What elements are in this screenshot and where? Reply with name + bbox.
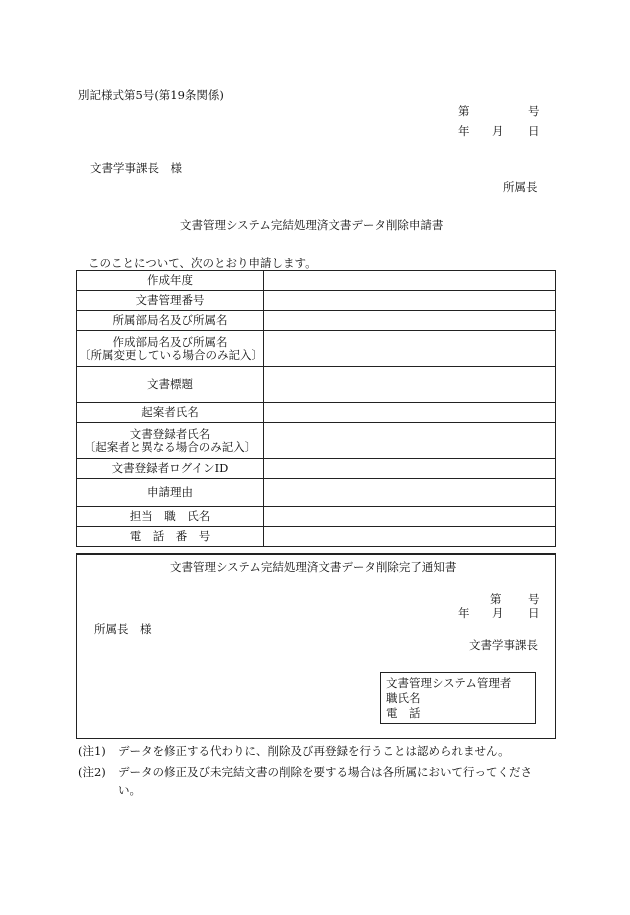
form-value[interactable]: [264, 367, 556, 403]
form-value[interactable]: [264, 423, 556, 459]
note-1: [78, 742, 510, 760]
note-text: データの修正及び未完結文書の削除を要する場合は各所属において行ってくださ: [118, 765, 532, 779]
form-value[interactable]: [264, 311, 556, 331]
form-reference: 別記様式第5号(第19条関係): [78, 88, 224, 102]
notice-addressee: 所属長 様: [94, 622, 152, 636]
notice-date-year: 年: [458, 606, 470, 620]
notice-date-day: 日: [528, 606, 540, 620]
form-label: 起案者氏名: [77, 403, 264, 423]
note-2-continuation: い。: [118, 783, 141, 797]
form-label: [77, 423, 264, 459]
note-text: データを修正する代わりに、削除及び再登録を行うことは認められません。: [118, 744, 510, 758]
form-label: 文書登録者ログインID: [77, 459, 264, 479]
notice-number-prefix: 第: [490, 592, 502, 606]
form-value[interactable]: [264, 507, 556, 527]
form-row: [77, 507, 556, 527]
form-label: 所属部局名及び所属名: [77, 311, 264, 331]
number-prefix: 第: [458, 104, 470, 118]
form-label-main: 作成部局名及び所属名: [112, 334, 228, 349]
number-suffix: 号: [528, 104, 540, 118]
document-title: 文書管理システム完結処理済文書データ削除申請書: [180, 218, 444, 232]
form-row: [77, 331, 556, 367]
notice-date-month: 月: [492, 606, 504, 620]
form-label: 電 話 番 号: [77, 527, 264, 547]
note-tag: (注1): [78, 744, 106, 758]
sender: 所属長: [503, 180, 538, 194]
form-label: [77, 331, 264, 367]
form-label: 作成年度: [77, 271, 264, 291]
form-value[interactable]: [264, 331, 556, 367]
note-2: [78, 763, 532, 781]
application-form-table: [76, 270, 556, 547]
form-label-sub: 〔起案者と異なる場合のみ記入〕: [83, 439, 257, 454]
form-label-sub: 〔所属変更している場合のみ記入〕: [79, 347, 263, 362]
system-admin-box: [380, 672, 536, 724]
form-row: [77, 459, 556, 479]
intro-text: このことについて、次のとおり申請します。: [88, 256, 317, 270]
form-value[interactable]: [264, 403, 556, 423]
form-value[interactable]: [264, 479, 556, 507]
admin-phone-label: 電 話: [386, 706, 421, 720]
date-month: 月: [492, 124, 504, 138]
form-value[interactable]: [264, 291, 556, 311]
form-row: [77, 271, 556, 291]
form-row: [77, 311, 556, 331]
form-row: [77, 403, 556, 423]
form-label: 文書管理番号: [77, 291, 264, 311]
form-label: 担当 職 氏名: [77, 507, 264, 527]
admin-name-label: 職氏名: [386, 691, 421, 705]
notice-title: 文書管理システム完結処理済文書データ削除完了通知書: [170, 560, 457, 574]
form-row: [77, 423, 556, 459]
form-label-main: 文書登録者氏名: [129, 426, 211, 441]
form-row: [77, 367, 556, 403]
addressee: 文書学事課長 様: [90, 161, 182, 175]
form-row: [77, 479, 556, 507]
date-year: 年: [458, 124, 470, 138]
form-value[interactable]: [264, 527, 556, 547]
notice-sender: 文書学事課長: [469, 638, 538, 652]
form-label: 申請理由: [77, 479, 264, 507]
notice-number-suffix: 号: [528, 592, 540, 606]
form-label: 文書標題: [77, 367, 264, 403]
form-row: [77, 291, 556, 311]
form-value[interactable]: [264, 271, 556, 291]
date-day: 日: [528, 124, 540, 138]
form-value[interactable]: [264, 459, 556, 479]
admin-title: 文書管理システム管理者: [386, 676, 512, 690]
note-tag: (注2): [78, 765, 106, 779]
form-row: [77, 527, 556, 547]
